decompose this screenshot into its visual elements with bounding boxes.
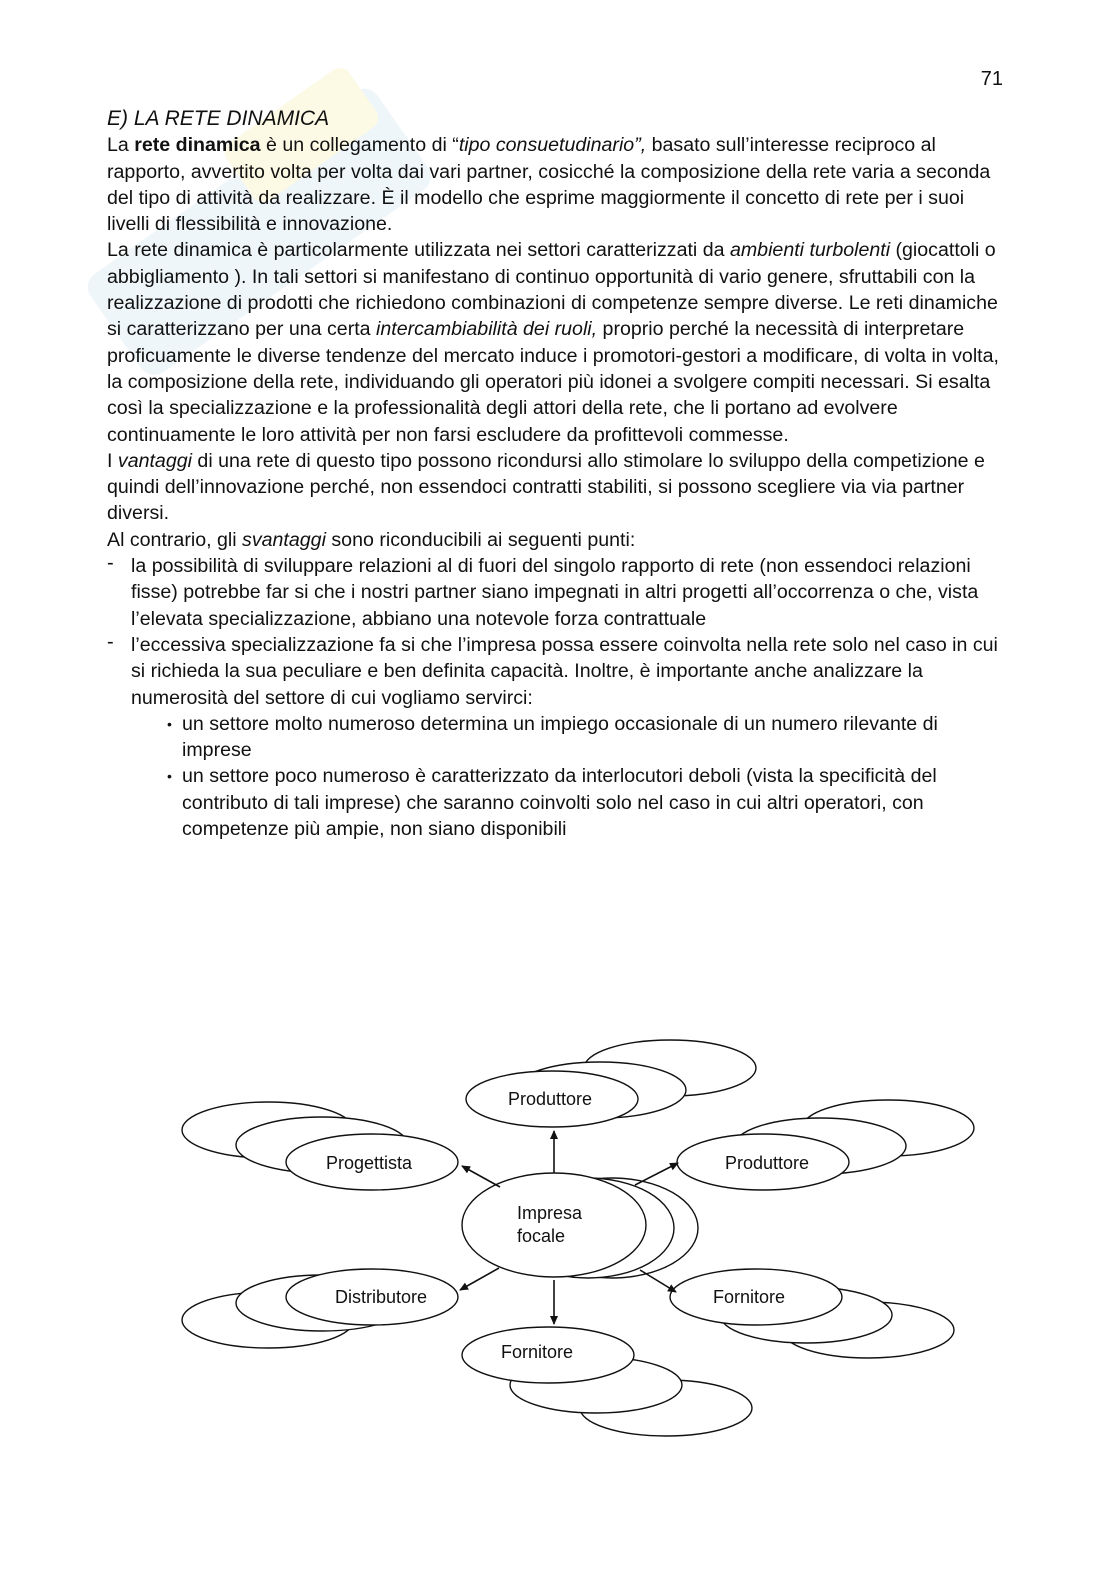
arrow-to-lower-right	[640, 1270, 676, 1292]
node-lower-right-label: Fornitore	[712, 1287, 786, 1307]
node-upper-left-label: Progettista	[325, 1153, 413, 1173]
network-diagram	[0, 1030, 1116, 1450]
node-bottom-label: Fornitore	[500, 1342, 574, 1362]
paragraph-4	[107, 527, 1007, 553]
document-body	[107, 106, 1007, 842]
list-item	[107, 632, 1007, 842]
sub-list	[131, 711, 1007, 842]
text: La rete dinamica è particolarmente utilizzata nei settori caratterizzati da	[107, 239, 730, 262]
arrow-to-upper-left	[462, 1166, 500, 1187]
italic-term: tipo consuetudinario”,	[458, 134, 647, 157]
focal-label-line2: focale	[517, 1226, 566, 1246]
sub-list-item: • un settore molto numeroso determina un impiego occasionale di un numero rilevante di imprese	[159, 711, 1007, 764]
list-item-text: l’eccessiva specializzazione fa si che l’impresa possa essere coinvolta nella rete solo nel caso in cui si richieda la sua peculiare e ben definita capacità. Inoltre, è importante anche analizzare la numerosità del settore di cui vogliamo servirci:	[131, 633, 998, 709]
focal-label-line1: Impresa	[517, 1203, 583, 1223]
node-top-label: Produttore	[507, 1089, 593, 1109]
italic-term: intercambiabilità dei ruoli,	[376, 318, 598, 341]
bold-term: rete dinamica	[134, 134, 261, 157]
text: basato sull’interesse reciproco al rapporto, avvertito volta per volta dai vari partner, cosicché la composizione della rete varia a seconda del tipo di attività da realizzare. È il modello che esprime maggiormente il concetto di rete per i suoi livelli di flessibilità e innovazione.	[107, 134, 991, 236]
sub-list-item: • un settore poco numeroso è caratterizzato da interlocutori deboli (vista la specificità del contributo di tali imprese) che saranno coinvolti solo nel caso in cui altri operatori, con competenze più ampie, non siano disponibili	[159, 763, 1007, 842]
text: proprio perché la necessità di interpretare proficuamente le diverse tendenze del mercato induce i promotori-gestori a modificare, di volta in volta, la composizione della rete, individuando gli operatori più idonei a svolgere compiti necessari. Si esalta così la specializzazione e la professionalità degli attori della rete, che li portano ad evolvere continuamente le loro attività per non farsi escludere da profittevoli commesse.	[107, 318, 999, 446]
node-lower-left-label: Distributore	[334, 1287, 428, 1307]
text: La	[107, 134, 135, 157]
text: di una rete di questo tipo possono ricondursi allo stimolare lo sviluppo della competizione e quindi dell’innovazione perché, non essendoci contratti stabiliti, si possono scegliere via via partner diversi.	[107, 449, 985, 525]
node-upper-right-label: Produttore	[724, 1153, 810, 1173]
section-heading: E) LA RETE DINAMICA	[107, 107, 330, 130]
text: (giocattoli o abbigliamento ). In tali settori si manifestano di continuo opportunità di vario genere, sfruttabili con la realizzazione di prodotti che richiedono combinazioni di competenze sempre diverse. Le reti dinamiche si caratterizzano per una certa	[107, 239, 998, 341]
italic-term: vantaggi	[117, 449, 192, 472]
page-number: 71	[980, 68, 1003, 90]
list-item: - la possibilità di sviluppare relazioni al di fuori del singolo rapporto di rete (non essendoci relazioni fisse) potrebbe far si che i nostri partner siano impegnati in altri progetti all’occorrenza o che, vista l’elevata specializzazione, abbiano una notevole forza contrattuale	[107, 553, 1007, 632]
text: sono riconducibili ai seguenti punti:	[325, 528, 636, 551]
paragraph-3	[107, 448, 1007, 527]
disadvantages-list	[107, 553, 1007, 842]
text: I	[107, 449, 118, 472]
text: è un collegamento di “	[260, 134, 459, 157]
paragraph-1	[107, 132, 1007, 237]
focal-ellipse	[462, 1173, 646, 1277]
italic-term: svantaggi	[242, 528, 326, 551]
text: Al contrario, gli	[107, 528, 243, 551]
arrow-to-lower-left	[460, 1268, 499, 1290]
italic-term: ambienti turbolenti	[729, 239, 891, 262]
arrow-to-upper-right	[635, 1163, 678, 1185]
paragraph-2	[107, 237, 1007, 447]
